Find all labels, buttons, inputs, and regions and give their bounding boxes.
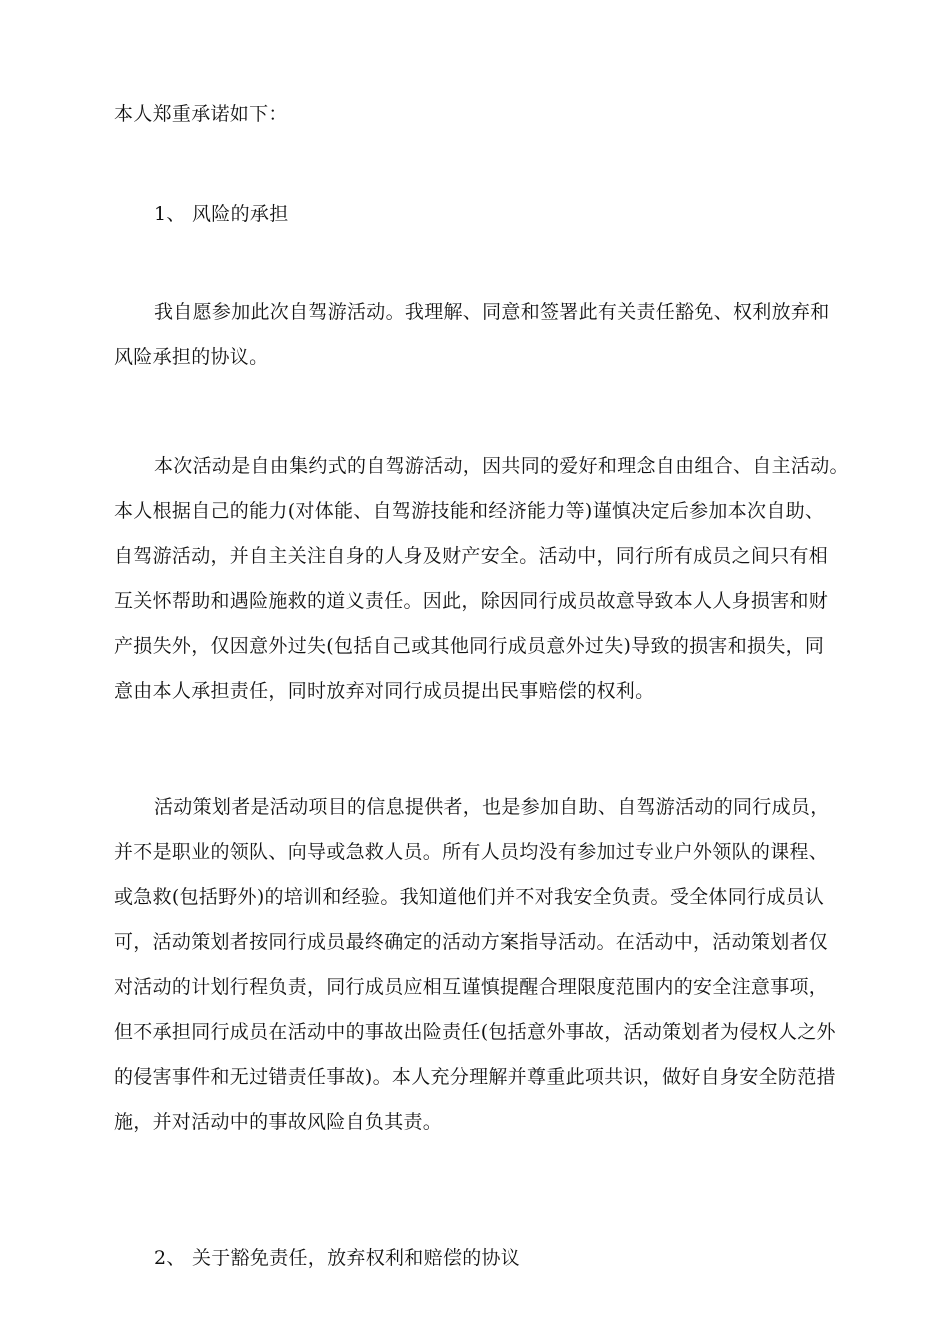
paragraph-line: 活动策划者是活动项目的信息提供者，也是参加自助、自驾游活动的同行成员， [154,796,830,818]
section-1-title: 风险的承担 [192,203,289,225]
section-2-title: 关于豁免责任，放弃权利和赔偿的协议 [192,1247,521,1269]
section-2-heading [114,1236,844,1281]
section-1-number: 1、 [154,203,186,225]
section-1-heading [114,192,844,237]
paragraph-line: 意由本人承担责任，同时放弃对同行成员提出民事赔偿的权利。 [114,680,655,702]
paragraph-line: 本次活动是自由集约式的自驾游活动，因共同的爱好和理念自由组合、自主活动。 [154,455,849,477]
paragraph-1 [114,290,844,380]
paragraph-3 [114,785,844,1145]
paragraph-line: 我自愿参加此次自驾游活动。我理解、同意和签署此有关责任豁免、权利放弃和 [154,301,830,323]
paragraph-2 [114,444,849,714]
paragraph-line: 互关怀帮助和遇险施救的道义责任。因此，除因同行成员故意导致本人人身损害和财 [114,590,829,612]
paragraph-line: 可，活动策划者按同行成员最终确定的活动方案指导活动。在活动中，活动策划者仅 [114,931,829,953]
intro-line: 本人郑重承诺如下： [114,103,288,125]
paragraph-line: 并不是职业的领队、向导或急救人员。所有人员均没有参加过专业户外领队的课程、 [114,841,829,863]
paragraph-line: 本人根据自己的能力(对体能、自驾游技能和经济能力等)谨慎决定后参加本次自助、 [114,500,825,522]
paragraph-line: 对活动的计划行程负责，同行成员应相互谨慎提醒合理限度范围内的安全注意事项， [114,976,829,998]
section-2-number: 2、 [154,1247,186,1269]
paragraph-line: 风险承担的协议。 [114,346,269,368]
paragraph-line: 或急救(包括野外)的培训和经验。我知道他们并不对我安全负责。受全体同行成员认 [114,886,825,908]
paragraph-line: 自驾游活动，并自主关注自身的人身及财产安全。活动中，同行所有成员之间只有相 [114,545,829,567]
paragraph-line: 产损失外，仅因意外过失(包括自己或其他同行成员意外过失)导致的损害和损失，同 [114,635,825,657]
paragraph-line: 但不承担同行成员在活动中的事故出险责任(包括意外事故，活动策划者为侵权人之外 [114,1021,836,1043]
paragraph-line: 的侵害事件和无过错责任事故)。本人充分理解并尊重此项共识，做好自身安全防范措 [114,1066,836,1088]
intro-paragraph [114,92,844,137]
paragraph-line: 施，并对活动中的事故风险自负其责。 [114,1111,443,1133]
